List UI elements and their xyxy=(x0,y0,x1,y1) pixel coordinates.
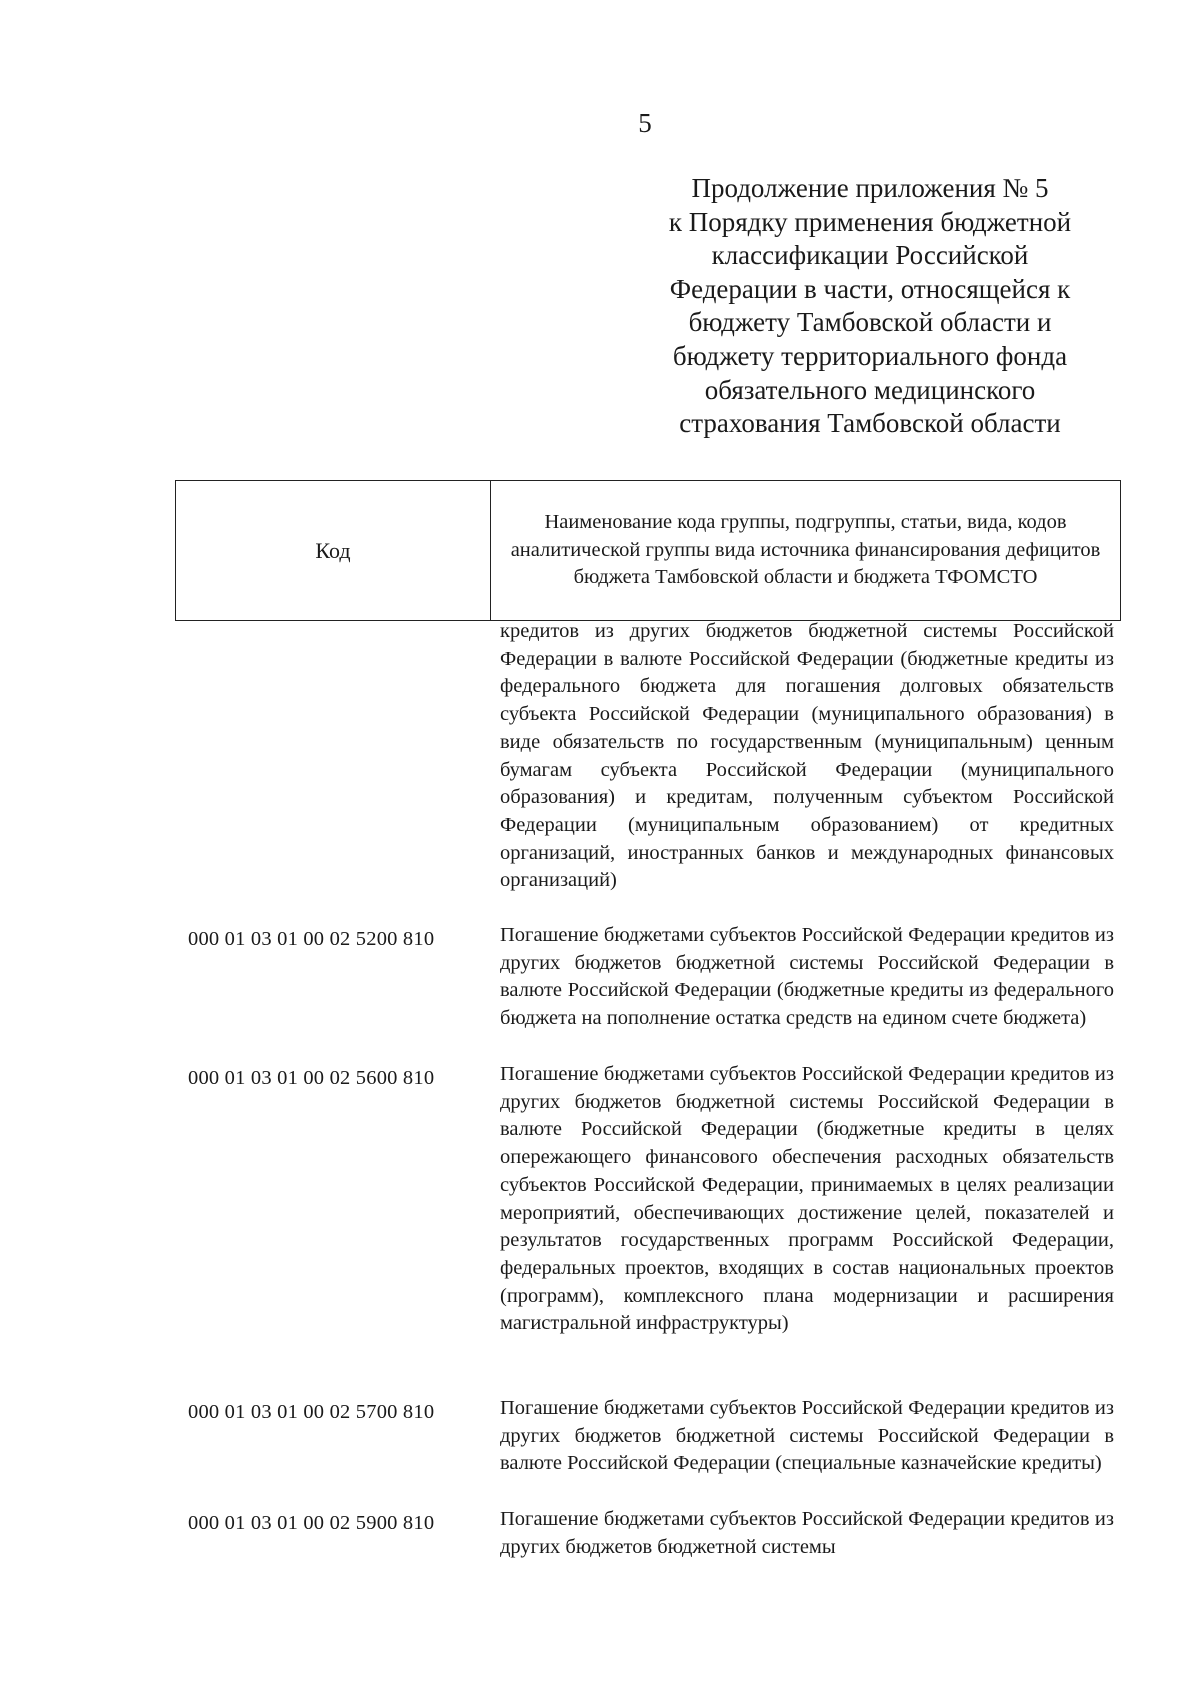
header-line: бюджету Тамбовской области и xyxy=(688,307,1052,338)
column-header-name: Наименование кода группы, подгруппы, статьи, вида, кодов аналитической группы вида источника финансирования дефицитов бюджета Тамбовской области и бюджета ТФОМСТО xyxy=(510,511,1101,589)
header-line: классификации Российской xyxy=(711,240,1029,271)
row-text: Погашение бюджетами субъектов Российской Федерации кредитов из других бюджетов бюджетной системы xyxy=(500,1508,1114,1558)
header-line: обязательного медицинского xyxy=(704,374,1036,405)
column-header-code: Код xyxy=(176,481,491,620)
row-code: 000 01 03 01 00 02 5700 810 xyxy=(188,1401,435,1423)
appendix-header xyxy=(640,172,1100,441)
table-header xyxy=(175,480,1121,621)
row-text: Погашение бюджетами субъектов Российской Федерации кредитов из других бюджетов бюджетной системы Российской Федерации в валюте Российской Федерации (специальные казначейские кредиты) xyxy=(500,1397,1114,1475)
row-text: Погашение бюджетами субъектов Российской Федерации кредитов из других бюджетов бюджетной системы Российской Федерации в валюте Российской Федерации (бюджетные кредиты в целях опережающего финансового обеспечения расходных обязательств субъектов Российской Федерации, принимаемых в целях реализации мероприятий, обеспечивающих достижение целей, показателей и результатов государственных программ Российской Федерации, федеральных проектов, входящих в состав национальных проектов (программ), комплексного плана модернизации и расширения магистральной инфраструктуры) xyxy=(500,1063,1114,1335)
header-line: бюджету территориального фонда xyxy=(672,340,1068,371)
page-number: 5 xyxy=(638,108,652,138)
header-line: Продолжение приложения № 5 xyxy=(691,173,1049,203)
row-code: 000 01 03 01 00 02 5600 810 xyxy=(188,1067,435,1089)
header-line: Федерации в части, относящейся к xyxy=(669,273,1071,304)
header-line: страхования Тамбовской области xyxy=(679,408,1061,439)
row-text: Погашение бюджетами субъектов Российской Федерации кредитов из других бюджетов бюджетной системы Российской Федерации в валюте Российской Федерации (бюджетные кредиты из федерального бюджета на пополнение остатка средств на едином счете бюджета) xyxy=(500,924,1114,1030)
header-line: к Порядку применения бюджетной xyxy=(668,206,1072,237)
row-code: 000 01 03 01 00 02 5200 810 xyxy=(188,928,435,950)
row-code: 000 01 03 01 00 02 5900 810 xyxy=(188,1512,435,1534)
row-text: кредитов из других бюджетов бюджетной системы Российской Федерации в валюте Российской Федерации (бюджетные кредиты из федерального бюджета для погашения долговых обязательств субъекта Российской Федерации (муниципального образования) в виде обязательств по государственным (муниципальным) ценным бумагам субъекта Российской Федерации (муниципального образования) и кредитам, полученным субъектом Российской Федерации (муниципальным образованием) от кредитных организаций, иностранных банков и международных финансовых организаций) xyxy=(500,620,1114,892)
